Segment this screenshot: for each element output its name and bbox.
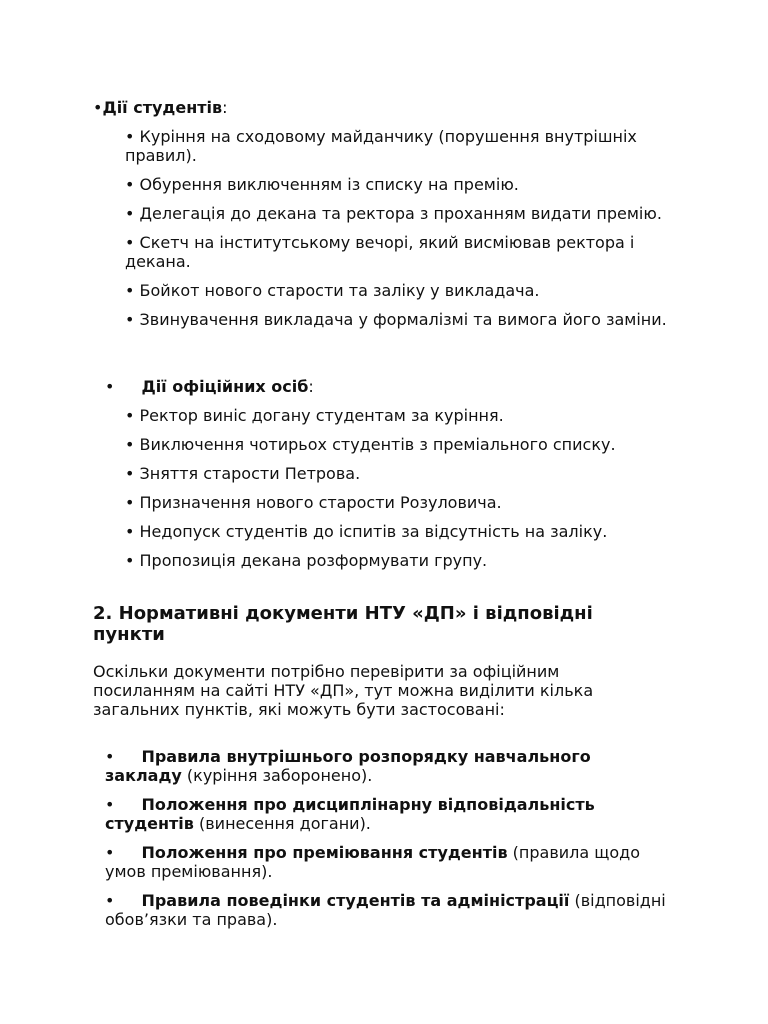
list-item: • Ректор виніс догану студентам за куріння. [125, 406, 504, 425]
officials-actions-list [125, 406, 670, 580]
students-actions-list [125, 127, 670, 339]
section-heading: 2. Нормативні документи НТУ «ДП» і відповідні пункти [93, 603, 593, 645]
bullet-mark: • [105, 891, 115, 910]
list-item: • Зняття старости Петрова. [125, 464, 361, 483]
list-item: • Бойкот нового старости та заліку у викладача. [125, 281, 540, 300]
list-item [105, 843, 670, 881]
list-item: • Скетч на інститутському вечорі, який висміював ректора і декана. [125, 233, 635, 271]
list-item: • Обурення виключенням із списку на премію. [125, 175, 519, 194]
list-item: • Пропозиція декана розформувати групу. [125, 551, 488, 570]
bullet-mark: • [105, 377, 115, 396]
regulation-title: Правила поведінки студентів та адміністрації [141, 891, 570, 910]
regulation-title: Положення про преміювання студентів [141, 843, 508, 862]
list-item: • Недопуск студентів до іспитів за відсутність на заліку. [125, 522, 608, 541]
list-item: • Призначення нового старости Розуловича. [125, 493, 502, 512]
list-item: • Делегація до декана та ректора з проханням видати премію. [125, 204, 662, 223]
regulations-list [105, 747, 670, 939]
list-item: • Виключення чотирьох студентів з преміального списку. [125, 435, 616, 454]
list-item [105, 747, 670, 785]
students-actions-heading [93, 98, 693, 117]
intro-paragraph: Оскільки документи потрібно перевірити за офіційним посиланням на сайті НТУ «ДП», тут можна виділити кілька загальних пунктів, які можуть бути застосовані: [93, 662, 594, 719]
list-item: • Куріння на сходовому майданчику (порушення внутрішніх правил). [125, 127, 637, 165]
colon: : [222, 98, 228, 117]
students-actions-title: Дії студентів [102, 98, 223, 117]
regulation-note: (куріння заборонено). [181, 766, 373, 785]
list-item: • Звинувачення викладача у формалізмі та вимога його заміни. [125, 310, 667, 329]
regulation-note: (винесення догани). [193, 814, 371, 833]
officials-actions-title: Дії офіційних осіб [141, 377, 309, 396]
regulation-title: Положення про дисциплінарну відповідальність студентів [105, 795, 595, 833]
officials-actions-heading [105, 377, 705, 396]
bullet-mark: • [93, 98, 103, 117]
bullet-mark: • [105, 747, 115, 766]
regulation-note: (правила щодо умов преміювання). [105, 843, 640, 881]
regulation-note: (відповідні обов’язки та права). [105, 891, 666, 929]
bullet-mark: • [105, 795, 115, 814]
list-item [105, 795, 670, 833]
regulation-title: Правила внутрішнього розпорядку навчального закладу [105, 747, 591, 785]
bullet-mark: • [105, 843, 115, 862]
list-item [105, 891, 670, 929]
colon: : [308, 377, 314, 396]
